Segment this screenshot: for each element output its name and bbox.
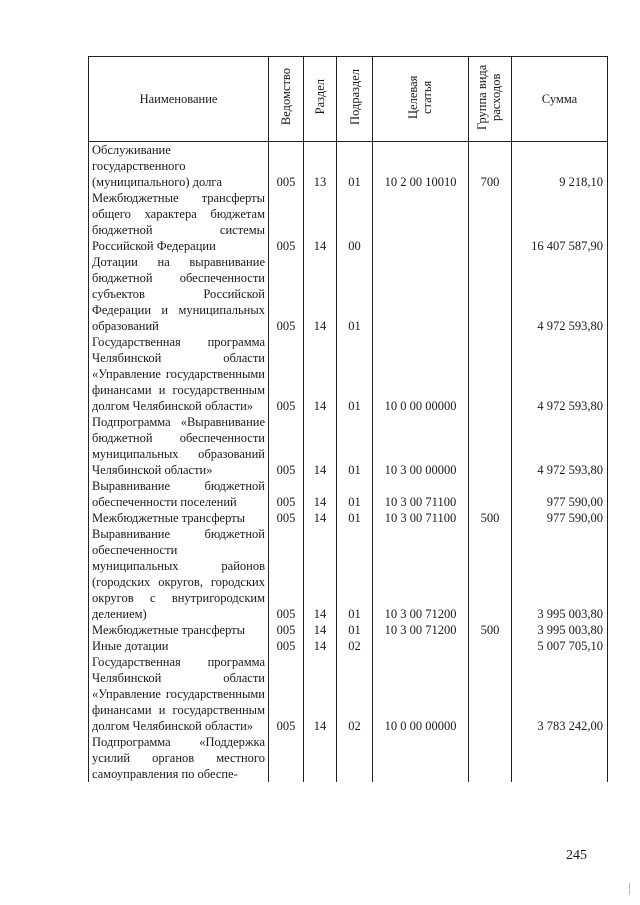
row-name: Обслуживание государственного (муниципального) долга bbox=[89, 142, 269, 191]
table-row bbox=[89, 142, 608, 191]
row-expense-group bbox=[469, 254, 512, 334]
row-target: 10 0 00 00000 bbox=[373, 334, 469, 414]
row-expense-group: 700 bbox=[469, 142, 512, 191]
row-expense-group bbox=[469, 526, 512, 622]
scan-edge-mark bbox=[629, 883, 630, 895]
row-expense-group bbox=[469, 654, 512, 734]
row-expense-group bbox=[469, 190, 512, 254]
row-subsection: 01 bbox=[337, 334, 373, 414]
table-row bbox=[89, 734, 608, 782]
header-subsection: Подраздел bbox=[337, 57, 373, 142]
row-subsection: 01 bbox=[337, 142, 373, 191]
row-section: 13 bbox=[304, 142, 337, 191]
row-section: 14 bbox=[304, 622, 337, 638]
table-row bbox=[89, 190, 608, 254]
row-name: Подпрограмма «Выравнивание бюджетной обеспеченности муниципальных образований Челябинской области» bbox=[89, 414, 269, 478]
row-target: 10 3 00 71100 bbox=[373, 510, 469, 526]
row-section: 14 bbox=[304, 510, 337, 526]
row-section: 14 bbox=[304, 414, 337, 478]
row-subsection bbox=[337, 734, 373, 782]
row-department: 005 bbox=[269, 414, 304, 478]
row-subsection: 01 bbox=[337, 510, 373, 526]
row-name: Государственная программа Челябинской области «Управление государственными финансами и государственным долгом Челябинской области» bbox=[89, 334, 269, 414]
row-sum: 977 590,00 bbox=[512, 478, 608, 510]
row-target bbox=[373, 734, 469, 782]
row-department: 005 bbox=[269, 526, 304, 622]
row-target: 10 3 00 71200 bbox=[373, 622, 469, 638]
row-sum: 5 007 705,10 bbox=[512, 638, 608, 654]
row-sum: 3 783 242,00 bbox=[512, 654, 608, 734]
row-section bbox=[304, 734, 337, 782]
row-subsection: 02 bbox=[337, 654, 373, 734]
row-section: 14 bbox=[304, 638, 337, 654]
row-section: 14 bbox=[304, 478, 337, 510]
table-row bbox=[89, 414, 608, 478]
table-row bbox=[89, 622, 608, 638]
header-section: Раздел bbox=[304, 57, 337, 142]
row-sum: 4 972 593,80 bbox=[512, 414, 608, 478]
table-row bbox=[89, 478, 608, 510]
row-target: 10 3 00 71200 bbox=[373, 526, 469, 622]
row-department: 005 bbox=[269, 638, 304, 654]
row-section: 14 bbox=[304, 526, 337, 622]
row-subsection: 01 bbox=[337, 526, 373, 622]
row-target bbox=[373, 254, 469, 334]
row-sum: 3 995 003,80 bbox=[512, 622, 608, 638]
row-department: 005 bbox=[269, 190, 304, 254]
row-section: 14 bbox=[304, 654, 337, 734]
header-name: Наименование bbox=[89, 57, 269, 142]
page-number: 245 bbox=[566, 848, 587, 863]
row-expense-group bbox=[469, 414, 512, 478]
header-target: Целевая статья bbox=[373, 57, 469, 142]
row-department: 005 bbox=[269, 254, 304, 334]
row-sum: 16 407 587,90 bbox=[512, 190, 608, 254]
row-name: Государственная программа Челябинской области «Управление государственными финансами и государственным долгом Челябинской области» bbox=[89, 654, 269, 734]
row-section: 14 bbox=[304, 334, 337, 414]
row-expense-group: 500 bbox=[469, 510, 512, 526]
table-row bbox=[89, 254, 608, 334]
row-name: Выравнивание бюджетной обеспеченности поселений bbox=[89, 478, 269, 510]
table-row bbox=[89, 526, 608, 622]
row-subsection: 01 bbox=[337, 414, 373, 478]
header-expense-group: Группа вида расходов bbox=[469, 57, 512, 142]
row-department bbox=[269, 734, 304, 782]
row-section: 14 bbox=[304, 190, 337, 254]
row-expense-group bbox=[469, 734, 512, 782]
row-sum bbox=[512, 734, 608, 782]
row-target: 10 0 00 00000 bbox=[373, 654, 469, 734]
row-target: 10 3 00 71100 bbox=[373, 478, 469, 510]
row-name: Подпрограмма «Поддержка усилий органов местного самоуправления по обеспе- bbox=[89, 734, 269, 782]
row-subsection: 01 bbox=[337, 254, 373, 334]
row-target bbox=[373, 638, 469, 654]
budget-table bbox=[88, 56, 608, 782]
row-department: 005 bbox=[269, 334, 304, 414]
row-sum: 3 995 003,80 bbox=[512, 526, 608, 622]
row-subsection: 01 bbox=[337, 478, 373, 510]
header-department: Ведомство bbox=[269, 57, 304, 142]
row-department: 005 bbox=[269, 622, 304, 638]
row-expense-group bbox=[469, 478, 512, 510]
row-section: 14 bbox=[304, 254, 337, 334]
row-sum: 4 972 593,80 bbox=[512, 254, 608, 334]
row-target: 10 3 00 00000 bbox=[373, 414, 469, 478]
row-subsection: 02 bbox=[337, 638, 373, 654]
row-sum: 977 590,00 bbox=[512, 510, 608, 526]
row-name: Межбюджетные трансферты общего характера бюджетам бюджетной системы Российской Федерации bbox=[89, 190, 269, 254]
row-target: 10 2 00 10010 bbox=[373, 142, 469, 191]
row-name: Иные дотации bbox=[89, 638, 269, 654]
row-name: Межбюджетные трансферты bbox=[89, 510, 269, 526]
row-expense-group bbox=[469, 638, 512, 654]
table-header-row bbox=[89, 57, 608, 142]
table-row bbox=[89, 510, 608, 526]
table-row bbox=[89, 638, 608, 654]
row-subsection: 00 bbox=[337, 190, 373, 254]
row-name: Дотации на выравнивание бюджетной обеспеченности субъектов Российской Федерации и муниципальных образований bbox=[89, 254, 269, 334]
row-sum: 9 218,10 bbox=[512, 142, 608, 191]
row-expense-group: 500 bbox=[469, 622, 512, 638]
row-expense-group bbox=[469, 334, 512, 414]
row-department: 005 bbox=[269, 654, 304, 734]
table-row bbox=[89, 654, 608, 734]
row-target bbox=[373, 190, 469, 254]
row-sum: 4 972 593,80 bbox=[512, 334, 608, 414]
table-row bbox=[89, 334, 608, 414]
row-subsection: 01 bbox=[337, 622, 373, 638]
row-name: Межбюджетные трансферты bbox=[89, 622, 269, 638]
row-department: 005 bbox=[269, 478, 304, 510]
row-department: 005 bbox=[269, 142, 304, 191]
row-department: 005 bbox=[269, 510, 304, 526]
header-sum: Сумма bbox=[512, 57, 608, 142]
row-name: Выравнивание бюджетной обеспеченности муниципальных районов (городских округов, городских округов с внутригородским делением) bbox=[89, 526, 269, 622]
